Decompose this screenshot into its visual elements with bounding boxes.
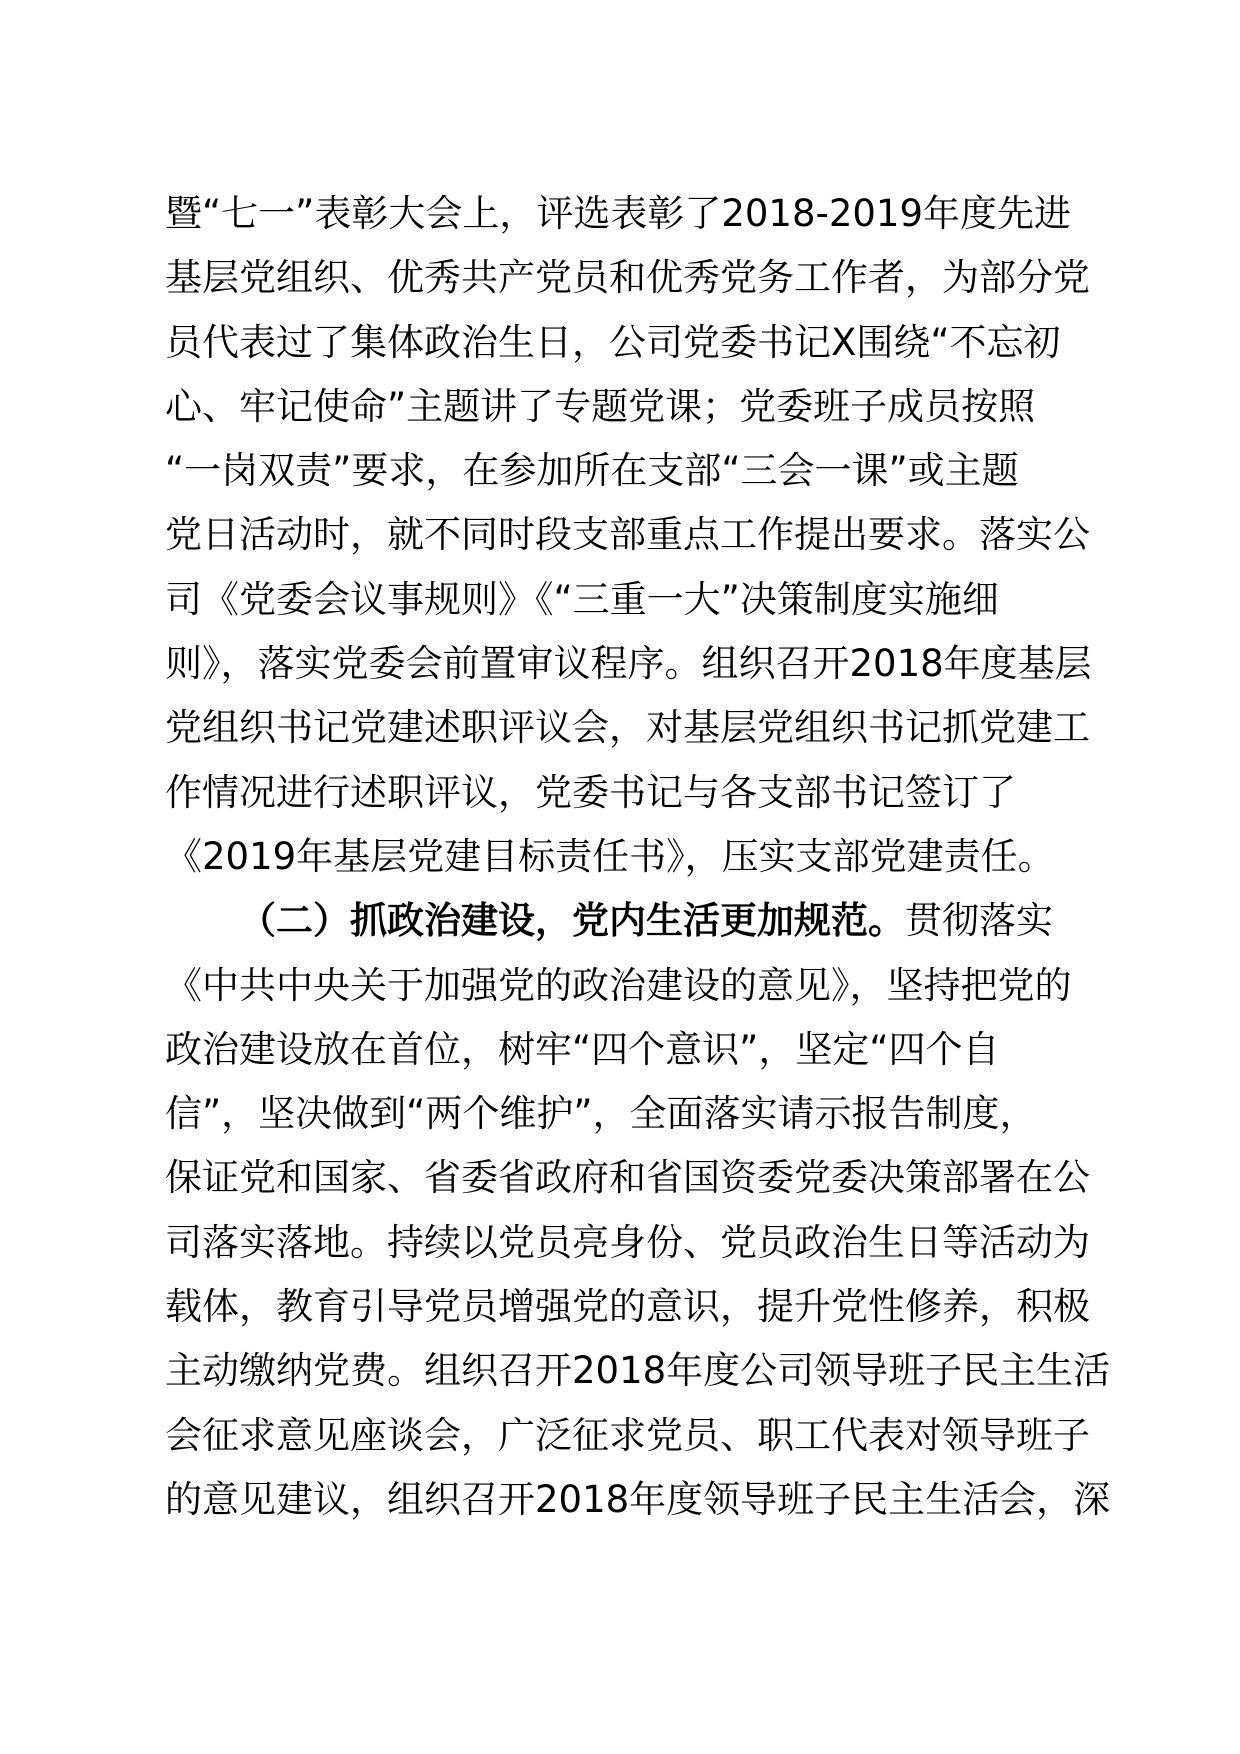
text-line: 作情况进行述职评议，党委书记与各支部书记签订了 — [165, 770, 1016, 814]
text-line: 则》，落实党委会前置审议程序。组织召开2018年度基层 — [165, 642, 1092, 686]
text-line: 政治建设放在首位，树牢“四个意识”，坚定“四个自 — [165, 1027, 1000, 1071]
paragraph-1 — [165, 182, 1092, 889]
section-2-heading: （二）抓政治建设，党内生活更加规范。 — [239, 899, 905, 943]
paragraph-2 — [165, 889, 1111, 1532]
text-line: 员代表过了集体政治生日，公司党委书记X围绕“不忘初 — [165, 320, 1061, 364]
text-line: 党组织书记党建述职评议会，对基层党组织书记抓党建工 — [165, 706, 1090, 750]
text-line: 会征求意见座谈会，广泛征求党员、职工代表对领导班子 — [165, 1413, 1090, 1457]
text-line: 党日活动时，就不同时段支部重点工作提出要求。落实公 — [165, 513, 1090, 557]
text-line: 基层党组织、优秀共产党员和优秀党务工作者，为部分党 — [165, 256, 1090, 300]
document-body — [165, 182, 1111, 1532]
text-line: 《2019年基层党建目标责任书》，压实支部党建责任。 — [165, 834, 1055, 878]
text-line: 司《党委会议事规则》《“三重一大”决策制度实施细 — [165, 577, 999, 621]
text-line: 暨“七一”表彰大会上，评选表彰了2018-2019年度先进 — [165, 192, 1072, 235]
text-line: 心、牢记使命”主题讲了专题党课；党委班子成员按照 — [165, 384, 1036, 428]
text-line: 载体，教育引导党员增强党的意识，提升党性修养，积极 — [165, 1285, 1090, 1329]
text-line: 的意见建议，组织召开2018年度领导班子民主生活会，深 — [165, 1477, 1111, 1521]
section-2-first-line-text: 贯彻落实 — [905, 899, 1053, 943]
section-2-first-line — [165, 889, 1085, 953]
text-line: 保证党和国家、省委省政府和省国资委党委决策部署在公 — [165, 1156, 1090, 1200]
text-line: 信”，坚决做到“两个维护”，全面落实请示报告制度， — [165, 1092, 1037, 1136]
text-line: 主动缴纳党费。组织召开2018年度公司领导班子民主生活 — [165, 1349, 1111, 1393]
text-line: 《中共中央关于加强党的政治建设的意见》，坚持把党的 — [165, 963, 1072, 1007]
text-line: 司落实落地。持续以党员亮身份、党员政治生日等活动为 — [165, 1220, 1090, 1264]
text-line: “一岗双责”要求，在参加所在支部“三会一课”或主题 — [165, 449, 1019, 493]
